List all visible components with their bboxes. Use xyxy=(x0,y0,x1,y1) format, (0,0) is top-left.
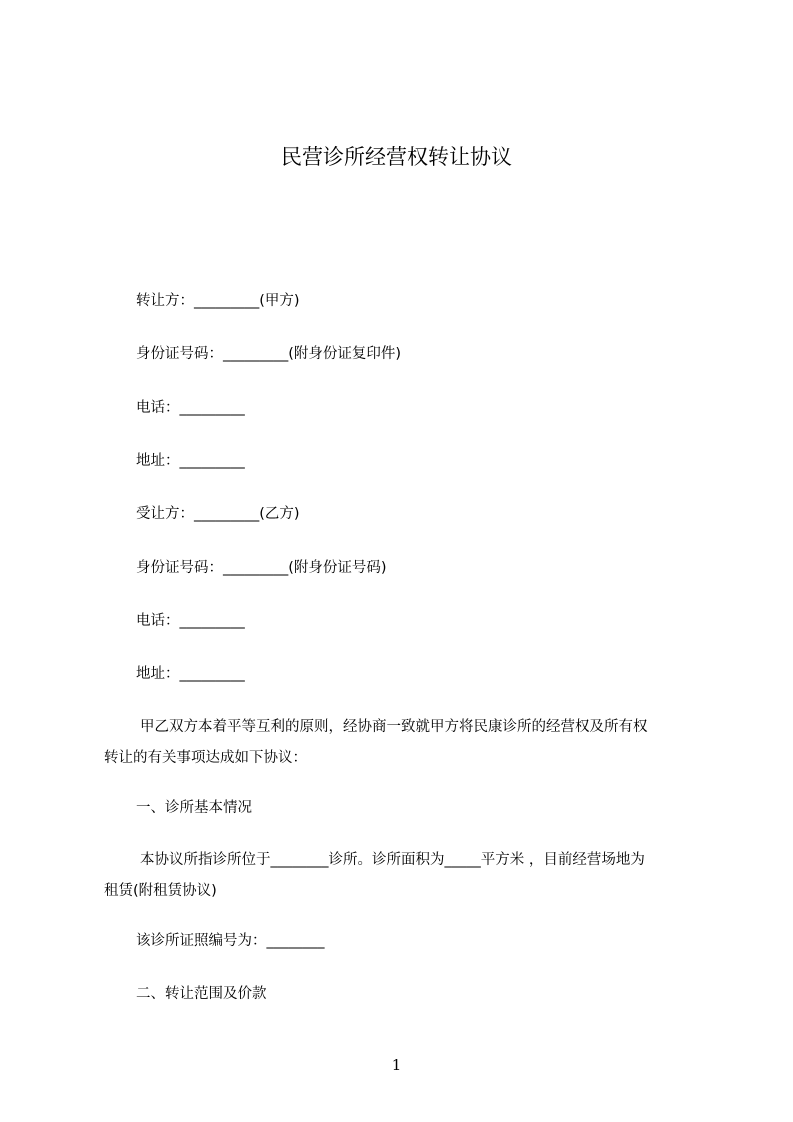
transferor-address-line: 地址：_________ xyxy=(136,453,245,469)
preamble-first-line: 甲乙双方本着平等互利的原则，经协商一致就甲方将民康诊所的经营权及所有权 xyxy=(140,719,648,735)
section1-body-second-line: 租赁(附租赁协议) xyxy=(104,883,217,899)
transferee-id-line: 身份证号码：_________(附身份证号码) xyxy=(136,560,387,576)
preamble-paragraph xyxy=(104,712,710,774)
transferee-phone-line: 电话：_________ xyxy=(136,613,245,629)
section1-heading: 一、诊所基本情况 xyxy=(136,800,252,816)
transferor-id-line: 身份证号码：_________(附身份证复印件) xyxy=(136,346,402,362)
section1-body-first-line: 本协议所指诊所位于________诊所。诊所面积为_____平方米 ，目前经营场地为 xyxy=(140,852,645,868)
transferee-address-line: 地址：_________ xyxy=(136,666,245,682)
transferee-name-line: 受让方：_________(乙方) xyxy=(136,506,300,522)
preamble-second-line: 转让的有关事项达成如下协议： xyxy=(104,750,307,766)
license-number-line: 该诊所证照编号为：________ xyxy=(136,933,325,949)
page-number: 1 xyxy=(391,1056,402,1074)
section2-heading: 二、转让范围及价款 xyxy=(136,986,267,1002)
section1-body-paragraph xyxy=(104,845,710,907)
document-title: 民营诊所经营权转让协议 xyxy=(281,145,512,169)
transferor-phone-line: 电话：_________ xyxy=(136,400,245,416)
transferor-name-line: 转让方：_________(甲方) xyxy=(136,293,300,309)
